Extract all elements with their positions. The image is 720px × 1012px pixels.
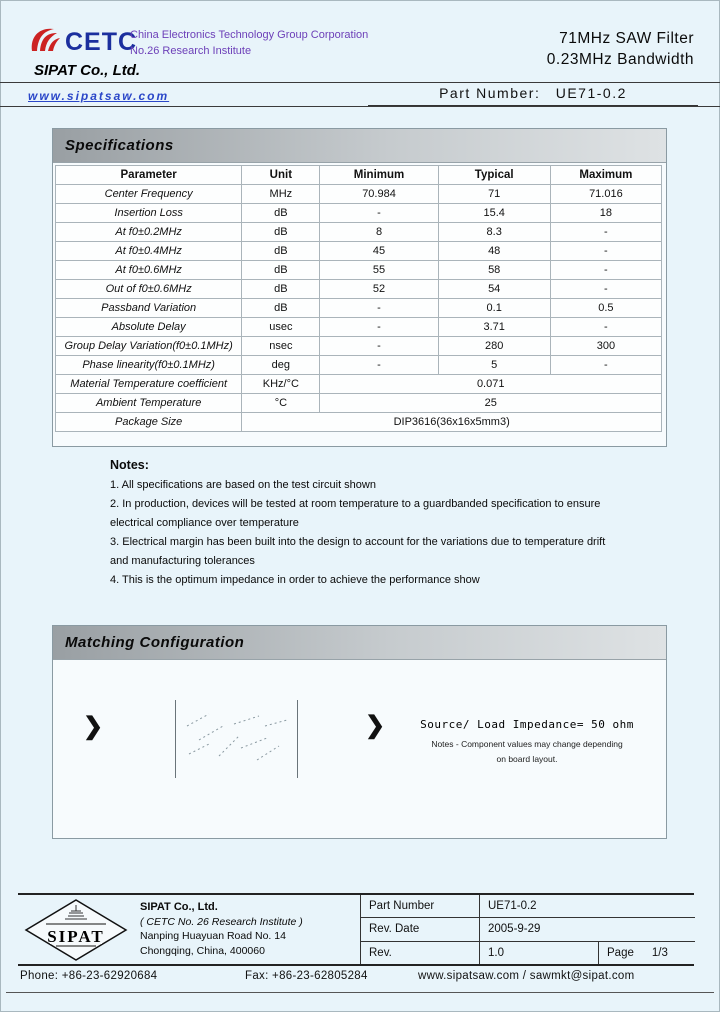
spec-row [56, 185, 662, 204]
spec-cell: 3.71 [438, 318, 550, 337]
spec-cell: Material Temperature coefficient [56, 375, 242, 394]
specifications-panel [52, 128, 667, 447]
footer-part-number-value: UE71-0.2 [488, 900, 537, 913]
sipat-logo-text: SIPAT [47, 927, 105, 946]
notes-title: Notes: [110, 458, 149, 472]
spec-cell: 54 [438, 280, 550, 299]
spec-cell: Center Frequency [56, 185, 242, 204]
spec-cell: Phase linearity(f0±0.1MHz) [56, 356, 242, 375]
spec-cell: Out of f0±0.6MHz [56, 280, 242, 299]
spec-cell: At f0±0.2MHz [56, 223, 242, 242]
spec-cell: 0.5 [550, 299, 661, 318]
spec-cell: 15.4 [438, 204, 550, 223]
impedance-text: Source/ Load Impedance= 50 ohm [420, 718, 634, 731]
spec-cell: dB [242, 223, 320, 242]
spec-cell: 18 [550, 204, 661, 223]
note-line: 4. This is the optimum impedance in order to achieve the performance show [110, 574, 480, 586]
matching-text-block [391, 718, 663, 764]
circuit-terminal-right [297, 700, 298, 778]
matching-note-line1: Notes - Component values may change depending [431, 739, 623, 749]
spec-cell: 71.016 [550, 185, 661, 204]
footer-rev-value: 1.0 [480, 942, 599, 964]
footer-institute: ( CETC No. 26 Research Institute ) [140, 915, 303, 928]
matching-content [53, 660, 666, 838]
spec-cell: At f0±0.4MHz [56, 242, 242, 261]
footer-rev-date-label: Rev. Date [361, 918, 480, 940]
spec-cell: 0.1 [438, 299, 550, 318]
spec-row [56, 299, 662, 318]
spec-cell: 0.071 [320, 375, 662, 394]
col-minimum: Minimum [320, 166, 438, 185]
product-title-line1: 71MHz SAW Filter [559, 30, 694, 47]
footer-rev-date-value: 2005-9-29 [488, 923, 541, 936]
spec-cell: 5 [438, 356, 550, 375]
circuit-terminal-left [175, 700, 176, 778]
footer-revision-table [360, 895, 695, 964]
note-line: electrical compliance over temperature [110, 517, 299, 529]
footer-address-1: Nanping Huayuan Road No. 14 [140, 930, 286, 942]
spec-cell: Package Size [56, 413, 242, 432]
spec-cell: At f0±0.6MHz [56, 261, 242, 280]
spec-cell: DIP3616(36x16x5mm3) [242, 413, 662, 432]
note-line: 1. All specifications are based on the test circuit shown [110, 479, 376, 491]
matching-note-line2: on board layout. [496, 754, 558, 764]
spec-row [56, 242, 662, 261]
spec-cell: - [550, 318, 661, 337]
matching-panel [52, 625, 667, 839]
spec-cell: 8 [320, 223, 438, 242]
note-line: 3. Electrical margin has been built into the design to account for the variations due to temperature drift [110, 536, 606, 548]
spec-cell: dB [242, 299, 320, 318]
specifications-table [55, 165, 662, 432]
spec-cell: - [550, 280, 661, 299]
company-name: SIPAT Co., Ltd. [34, 62, 141, 79]
spec-cell: Ambient Temperature [56, 394, 242, 413]
header-divider-2 [0, 106, 720, 107]
spec-cell: - [550, 223, 661, 242]
footer [18, 893, 694, 966]
spec-cell: dB [242, 242, 320, 261]
spec-cell: dB [242, 280, 320, 299]
spec-row [56, 375, 662, 394]
output-arrow-icon: ❯ [365, 712, 386, 739]
sipat-logo [24, 898, 128, 967]
spec-cell: dB [242, 204, 320, 223]
spec-header-row [56, 166, 662, 185]
col-maximum: Maximum [550, 166, 661, 185]
spec-row [56, 223, 662, 242]
note-line: and manufacturing tolerances [110, 555, 255, 567]
spec-row [56, 204, 662, 223]
spec-cell: - [550, 261, 661, 280]
spec-cell: Absolute Delay [56, 318, 242, 337]
institute-name: No.26 Research Institute [130, 45, 252, 57]
spec-cell: 280 [438, 337, 550, 356]
note-line: 2. In production, devices will be tested at room temperature to a guardbanded specification to ensure [110, 498, 601, 510]
spec-cell: nsec [242, 337, 320, 356]
spec-cell: 45 [320, 242, 438, 261]
input-arrow-icon: ❯ [83, 713, 104, 740]
spec-row [56, 261, 662, 280]
col-unit: Unit [242, 166, 320, 185]
bottom-divider [6, 992, 714, 993]
matching-title: Matching Configuration [65, 634, 245, 651]
spec-cell: MHz [242, 185, 320, 204]
spec-cell: - [320, 356, 438, 375]
cetc-logo [26, 24, 137, 61]
spec-row [56, 280, 662, 299]
spec-cell: dB [242, 261, 320, 280]
footer-row-part-number [361, 895, 695, 918]
spec-row [56, 413, 662, 432]
spec-cell: 8.3 [438, 223, 550, 242]
spec-cell: 52 [320, 280, 438, 299]
contact-row [20, 970, 710, 986]
notes-lines [110, 479, 605, 586]
spec-cell: Group Delay Variation(f0±0.1MHz) [56, 337, 242, 356]
footer-company-block [140, 900, 303, 958]
footer-page-label: Page [607, 946, 634, 959]
spec-cell: - [320, 337, 438, 356]
spec-cell: Insertion Loss [56, 204, 242, 223]
footer-rev-label: Rev. [361, 942, 480, 964]
footer-row-rev-date [361, 918, 695, 941]
footer-address-2: Chongqing, China, 400060 [140, 944, 265, 957]
header-divider-1 [0, 82, 720, 83]
footer-page-cell [599, 942, 695, 964]
matching-header-bar [53, 626, 666, 660]
contact-web-link[interactable]: www.sipatsaw.com / sawmkt@sipat.com [418, 970, 635, 982]
spec-row [56, 356, 662, 375]
spec-cell: 70.984 [320, 185, 438, 204]
spec-row [56, 318, 662, 337]
spec-cell: Passband Variation [56, 299, 242, 318]
footer-company-name: SIPAT Co., Ltd. [140, 901, 218, 913]
spec-row [56, 394, 662, 413]
footer-page-value: 1/3 [651, 946, 668, 959]
product-title-line2: 0.23MHz Bandwidth [546, 51, 694, 68]
spec-table-body [56, 185, 662, 432]
spec-cell: 300 [550, 337, 661, 356]
spec-cell: 58 [438, 261, 550, 280]
spec-cell: - [320, 204, 438, 223]
spec-cell: 71 [438, 185, 550, 204]
spec-cell: 48 [438, 242, 550, 261]
part-number [368, 85, 698, 106]
specifications-header-bar [53, 129, 666, 163]
spec-cell: usec [242, 318, 320, 337]
spec-cell: °C [242, 394, 320, 413]
contact-fax: Fax: +86-23-62805284 [245, 970, 368, 982]
spec-cell: - [550, 356, 661, 375]
cetc-wordmark: CETC [65, 28, 138, 56]
org-name: China Electronics Technology Group Corporation [130, 29, 369, 41]
schematic-sketch [179, 696, 295, 785]
spec-cell: - [550, 242, 661, 261]
part-number-label: Part Number: [439, 85, 541, 101]
spec-cell: - [320, 318, 438, 337]
spec-cell: 25 [320, 394, 662, 413]
spec-cell: KHz/°C [242, 375, 320, 394]
notes-section [110, 458, 605, 593]
col-parameter: Parameter [56, 166, 242, 185]
spec-row [56, 337, 662, 356]
contact-phone: Phone: +86-23-62920684 [20, 970, 158, 982]
specifications-title: Specifications [65, 137, 174, 154]
footer-row-rev [361, 942, 695, 964]
spec-cell: - [320, 299, 438, 318]
spec-cell: 55 [320, 261, 438, 280]
product-title [547, 28, 694, 70]
website-link[interactable]: www.sipatsaw.com [28, 89, 170, 103]
part-number-value: UE71-0.2 [555, 85, 627, 101]
spec-cell: deg [242, 356, 320, 375]
cetc-flame-icon [26, 24, 62, 61]
col-typical: Typical [438, 166, 550, 185]
footer-part-number-label: Part Number [361, 895, 480, 917]
